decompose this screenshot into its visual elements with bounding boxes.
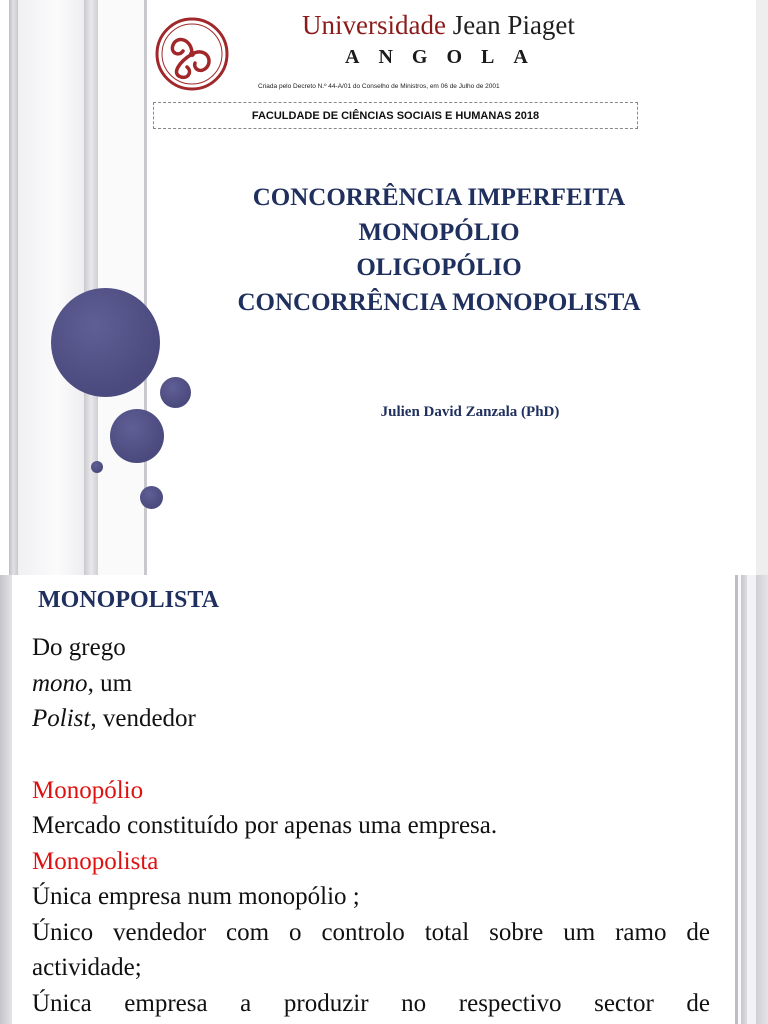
triskelion-icon [155,17,229,91]
decor-circle-small [160,377,191,408]
definition-line: Único vendedor com o controlo total sobre um ramo de [32,918,710,946]
university-name [302,10,575,41]
italic-term: mono [32,669,88,697]
title-line: MONOPÓLIO [358,219,520,246]
left-band [0,0,9,575]
slide-titles [150,180,728,320]
definition-line: Única empresa a produzir no respectivo sector de [32,989,710,1017]
body-line: Do grego [32,634,126,661]
title-line: CONCORRÊNCIA MONOPOLISTA [237,289,641,316]
left-band [84,0,98,575]
content-slide [0,575,768,1024]
right-band [747,575,756,1024]
right-band [756,0,768,575]
left-band [9,0,18,575]
body-text: , vendedor [90,705,196,732]
author-name: Julien David Zanzala (PhD) [380,404,560,420]
decor-circle-small [140,486,163,509]
body-line [32,701,710,737]
decree-note: Criada pelo Decreto N.º 44-A/01 do Conselho de Ministros, em 06 de Julho de 2001 [258,83,500,90]
left-band [0,575,12,1024]
decor-circle-large [51,288,160,397]
country-name: ANGOLA [345,46,547,68]
italic-term: Polist [32,705,91,732]
slide-body [32,630,710,1021]
title-line: OLIGOPÓLIO [356,254,522,281]
definition-line: Mercado constituído por apenas uma empresa. [32,812,498,839]
definition-line: Única empresa num monopólio ; [32,883,360,910]
body-line [32,666,710,702]
decor-circle-tiny [91,461,103,473]
decor-circle-medium [110,409,164,463]
definition-line: actividade; [32,954,142,981]
right-band [756,575,768,1024]
faculty-label: FACULDADE DE CIÊNCIAS SOCIAIS E HUMANAS 2018 [153,102,638,129]
left-band [18,0,84,575]
body-text: , um [87,669,133,697]
university-name-part1: Universidade [302,10,446,40]
term-heading: Monopolista [32,847,159,875]
term-heading: Monopólio [32,776,144,804]
slide-heading: MONOPOLISTA [38,587,219,613]
title-line: CONCORRÊNCIA IMPERFEITA [252,184,626,211]
university-name-part2: Jean Piaget [452,10,575,40]
